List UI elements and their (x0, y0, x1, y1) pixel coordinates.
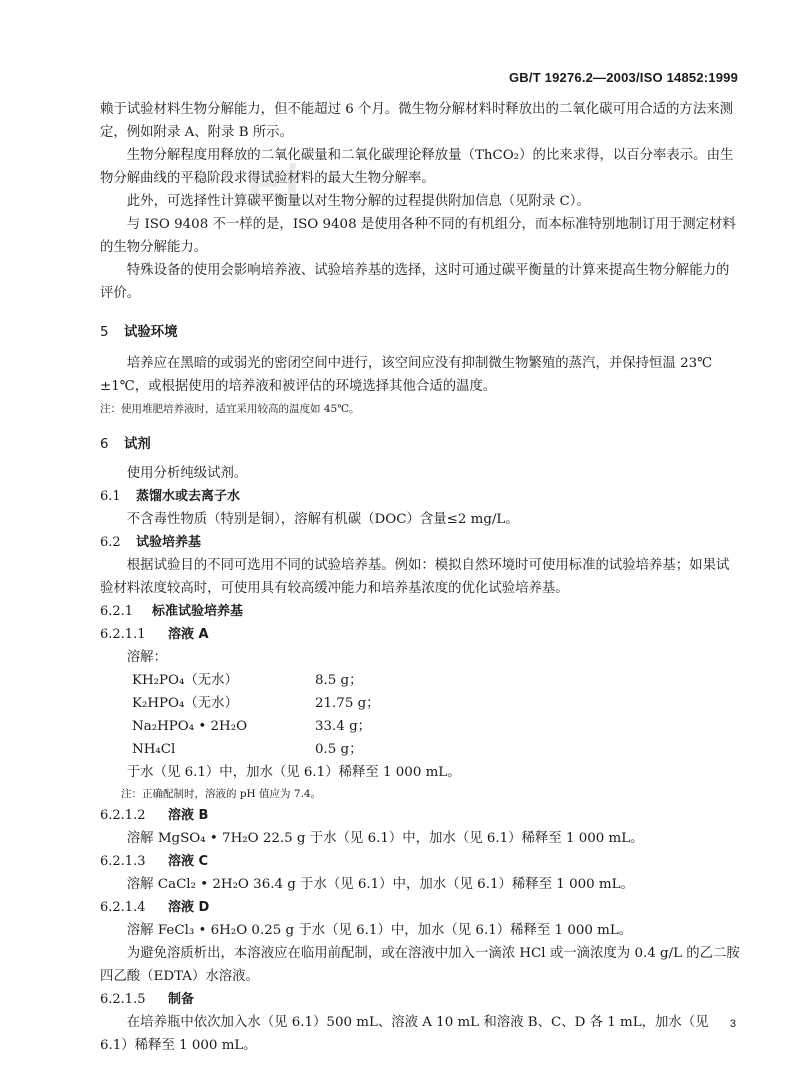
document-header: GB/T 19276.2—2003/ISO 14852:1999 (509, 70, 738, 85)
intro-paragraph-4: 与 ISO 9408 不一样的是，ISO 9408 是使用各种不同的有机组分，而本标准特别地制订用于测定材料的生物分解能力。 (100, 217, 736, 255)
section-title: 溶液 B (168, 808, 209, 823)
section-5-note: 注：使用堆肥培养液时，适宜采用较高的温度如 45℃。 (100, 403, 360, 415)
ingredient-chemical: NH₄Cl (132, 742, 176, 757)
intro-paragraph-2: 生物分解程度用释放的二氧化碳量和二氧化碳理论释放量（ThCO₂）的比来求得，以百分率表示。由生物分解曲线的平稳阶段求得试验材料的最大生物分解率。 (100, 148, 734, 186)
section-number: 5 (100, 325, 109, 340)
section-title: 试验环境 (124, 325, 178, 340)
section-6-2-1-heading (100, 600, 740, 623)
section-5-heading (100, 321, 740, 344)
ingredient-chemical: Na₂HPO₄ • 2H₂O (132, 719, 248, 734)
solution-a-note: 注：正确配制时，溶液的 pH 值应为 7.4。 (121, 788, 322, 800)
ingredient-amount: 21.75 g； (315, 696, 380, 711)
section-number: 6.2 (100, 535, 121, 550)
ingredient-amount: 33.4 g； (315, 719, 372, 734)
page-body (100, 98, 740, 1057)
ingredient-chemical: KH₂PO₄（无水） (132, 673, 238, 688)
solution-b-text: 溶解 MgSO₄ • 7H₂O 22.5 g 于水（见 6.1）中，加水（见 6.1）稀释至 1 000 mL。 (126, 831, 644, 846)
section-title: 溶液 D (168, 900, 210, 915)
intro-paragraph-5: 特殊设备的使用会影响培养液、试验培养基的选择，这时可通过碳平衡量的计算来提高生物分解能力的评价。 (100, 263, 730, 301)
solution-d-text-2: 为避免溶质析出，本溶液应在临用前配制，或在溶液中加入一滴浓 HCl 或一滴浓度为 0.4 g/L 的乙二胺四乙酸（EDTA）水溶液。 (100, 946, 740, 984)
ingredient-row (100, 715, 740, 738)
section-6-2-1-3-heading (100, 850, 740, 873)
section-6-2-1-4-heading (100, 896, 740, 919)
section-6-text: 使用分析纯级试剂。 (126, 466, 248, 481)
ingredient-amount: 0.5 g； (315, 742, 363, 757)
section-title: 溶液 C (168, 854, 209, 869)
section-number: 6.2.1.2 (100, 808, 146, 823)
dissolve-label: 溶解： (126, 650, 167, 665)
section-title: 溶液 A (168, 627, 209, 642)
section-6-2-1-5-heading (100, 988, 740, 1011)
section-number: 6.2.1.3 (100, 854, 146, 869)
section-number: 6.2.1.5 (100, 992, 146, 1007)
section-6-2-1-1-heading (100, 623, 740, 646)
section-6-1-text: 不含毒性物质（特别是铜），溶解有机碳（DOC）含量≤2 mg/L。 (126, 512, 519, 527)
intro-paragraph-3: 此外，可选择性计算碳平衡量以对生物分解的过程提供附加信息（见附录 C）。 (126, 194, 590, 209)
section-number: 6.2.1.4 (100, 900, 146, 915)
solution-a-instructions: 于水（见 6.1）中，加水（见 6.1）稀释至 1 000 mL。 (126, 765, 461, 780)
section-6-heading (100, 433, 740, 456)
solution-c-text: 溶解 CaCl₂ • 2H₂O 36.4 g 于水（见 6.1）中，加水（见 6.1）稀释至 1 000 mL。 (126, 877, 634, 892)
section-title: 标准试验培养基 (152, 604, 244, 619)
section-number: 6.2.1 (100, 604, 134, 619)
section-title: 蒸馏水或去离子水 (136, 489, 241, 504)
section-number: 6.1 (100, 489, 121, 504)
watermark: et (248, 149, 306, 214)
ingredient-row (100, 738, 740, 761)
section-number: 6 (100, 437, 109, 452)
preparation-text: 在培养瓶中依次加入水（见 6.1）500 mL、溶液 A 10 mL 和溶液 B、C、D 各 1 mL，加水（见 6.1）稀释至 1 000 mL。 (100, 1015, 709, 1053)
page-number: 3 (729, 1018, 736, 1030)
section-6-2-1-2-heading (100, 804, 740, 827)
ingredient-row (100, 669, 740, 692)
section-6-2-heading (100, 531, 740, 554)
section-title: 制备 (168, 992, 195, 1007)
ingredient-chemical: K₂HPO₄（无水） (132, 696, 238, 711)
section-5-text: 培养应在黑暗的或弱光的密闭空间中进行，该空间应没有抑制微生物繁殖的蒸汽，并保持恒温 23℃±1℃，或根据使用的培养液和被评估的环境选择其他合适的温度。 (100, 356, 713, 394)
section-6-1-heading (100, 485, 740, 508)
section-title: 试验培养基 (136, 535, 202, 550)
section-6-2-text: 根据试验目的不同可选用不同的试验培养基。例如：模拟自然环境时可使用标准的试验培养基；如果试验材料浓度较高时，可使用具有较高缓冲能力和培养基浓度的优化试验培养基。 (100, 558, 730, 596)
ingredient-amount: 8.5 g； (315, 673, 363, 688)
section-title: 试剂 (124, 437, 151, 452)
intro-paragraph-1: 赖于试验材料生物分解能力，但不能超过 6 个月。微生物分解材料时释放出的二氧化碳可用合适的方法来测定，例如附录 A、附录 B 所示。 (100, 102, 733, 140)
ingredient-row (100, 692, 740, 715)
solution-d-text: 溶解 FeCl₃ • 6H₂O 0.25 g 于水（见 6.1）中，加水（见 6.1）稀释至 1 000 mL。 (126, 923, 633, 938)
section-number: 6.2.1.1 (100, 627, 146, 642)
